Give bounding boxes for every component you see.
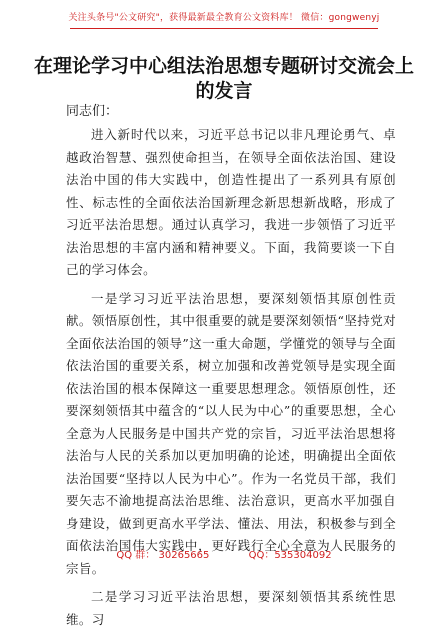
paragraph-point-two: 二是学习习近平法治思想，要深刻领悟其系统性思维。习 <box>66 589 396 627</box>
page-footer <box>0 546 448 561</box>
paragraph-point-one: 一是学习习近平法治思想，要深刻领悟其原创性贡献。领悟原创性，其中很重要的就是要深刻领悟“坚持党对全面依法治国的领导”这一重大命题，学懂党的领导与全面依法治国的重要关系，树立加强和改善党领导是实现全面依法治国的根本保障这一重要思想理念。领悟原创性，还要深刻领悟其中蕴含的“以人民为中心”的重要思想，全心全意为人民服务是中国共产党的宗旨，习近平法治思想将法治与人民的关系加以更加明确的论述，明确提出全面依法治国要“坚持以人民为中心”。作为一名党员干部，我们要矢志不渝地提高法治思维、法治意识，更高水平加强自身建设，做到更高水平学法、懂法、用法，积极参与到全面依法治国伟大实践中，更好践行全心全意为人民服务的宗旨。 <box>66 290 396 576</box>
paragraph-intro: 进入新时代以来，习近平总书记以非凡理论勇气、卓越政治智慧、强烈使命担当，在领导全面依法治国、建设法治中国的伟大实践中，创造性提出了一系列具有原创性、标志性的全面依法治国新理念新思想新战略，形成了习近平法治思想。通过认真学习，我进一步领悟了习近平法治思想的丰富内涵和精神要义。下面，我简要谈一下自己的学习体会。 <box>66 127 396 277</box>
footer-qq: QQ：535304092 <box>248 550 332 561</box>
document-title: 在理论学习中心组法治思想专题研讨交流会上的发言 <box>33 55 414 102</box>
footer-qq-group: QQ 群： 30265665 <box>116 550 210 561</box>
banner-divider <box>70 28 378 29</box>
salutation: 同志们： <box>66 104 119 119</box>
top-banner: 关注头条号"公文研究"，获得最新最全教育公文资料库！ 微信：gongwenyj <box>68 13 380 23</box>
